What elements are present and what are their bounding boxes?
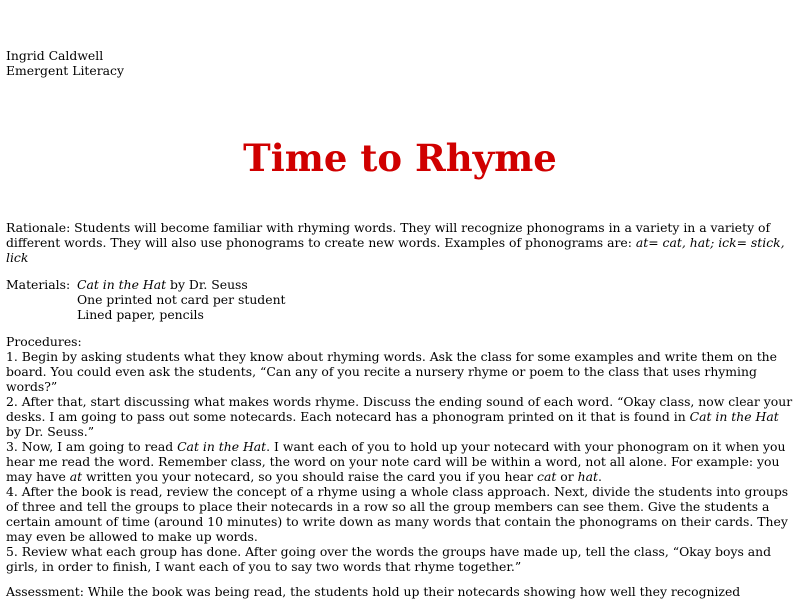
procedures-heading: Procedures: [6,334,82,349]
page-title: Time to Rhyme [243,136,557,180]
materials-book-author: by Dr. Seuss [166,277,248,292]
procedure-step [6,439,794,484]
procedure-example-word: at [69,469,83,484]
procedure-step: 4. After the book is read, review the concept of a rhyme using a whole class approach. Next, divide the students into groups of three and tell the groups to place their notecards in a row so all the group members can see them. Give the students a certain amount of time (around 10 minutes) to write down as many words that contain the phonograms on their cards. They may even be allowed to make up words. [6,484,789,544]
materials-row [6,307,794,322]
materials-row [6,277,794,292]
author-name: Ingrid Caldwell [6,48,104,63]
course-name: Emergent Literacy [6,63,124,78]
rationale-examples: at= cat, hat; ick= stick, lick [6,235,785,265]
procedure-step [6,394,794,439]
procedure-text: . I want each of you to hold up your notecard with your phonogram on it when you hear me read the word. Remember class, the word on your note card will be within a word, not all alone. For example: you may have [6,439,786,484]
materials-item: Lined paper, pencils [77,307,204,322]
procedure-text: 3. Now, I am going to read [6,439,178,454]
materials-section [6,277,794,322]
procedure-text: . [597,469,602,484]
materials-row [6,292,794,307]
procedure-book-title: Cat in the Hat [177,439,267,454]
document-header [6,48,124,78]
materials-item: One printed not card per student [77,292,286,307]
procedure-text: 2. After that, start discussing what makes words rhyme. Discuss the ending sound of each word. “Okay class, now clear your desks. I am going to pass out some notecards. Each notecard has a phonogram printed on it that is found in [6,394,793,424]
procedure-text: by Dr. Seuss.” [6,424,95,439]
procedure-example-word: hat [577,469,598,484]
rationale-text: Rationale: Students will become familiar with rhyming words. They will recognize phonograms in a variety in a variety of different words. They will also use phonograms to create new words. Examples of phonograms are: [6,220,771,250]
materials-label: Materials: [6,277,71,292]
materials-book-title: Cat in the Hat [77,277,167,292]
rationale-paragraph [6,220,794,265]
procedure-example-word: cat [537,469,557,484]
assessment-paragraph: Assessment: While the book was being read, the students hold up their notecards showing how well they recognized [6,584,741,599]
procedures-section [6,334,794,574]
procedure-text: written you your notecard, so you should raise the card you if you hear [82,469,538,484]
procedure-book-title: Cat in the Hat [689,409,779,424]
procedure-text: or [556,469,578,484]
procedure-step: 1. Begin by asking students what they know about rhyming words. Ask the class for some examples and write them on the board. You could even ask the students, “Can any of you recite a nursery rhyme or poem to the class that uses rhyming words?” [6,349,777,394]
procedure-step: 5. Review what each group has done. After going over the words the groups have made up, tell the class, “Okay boys and girls, in order to finish, I want each of you to say two words that rhyme together.” [6,544,772,574]
